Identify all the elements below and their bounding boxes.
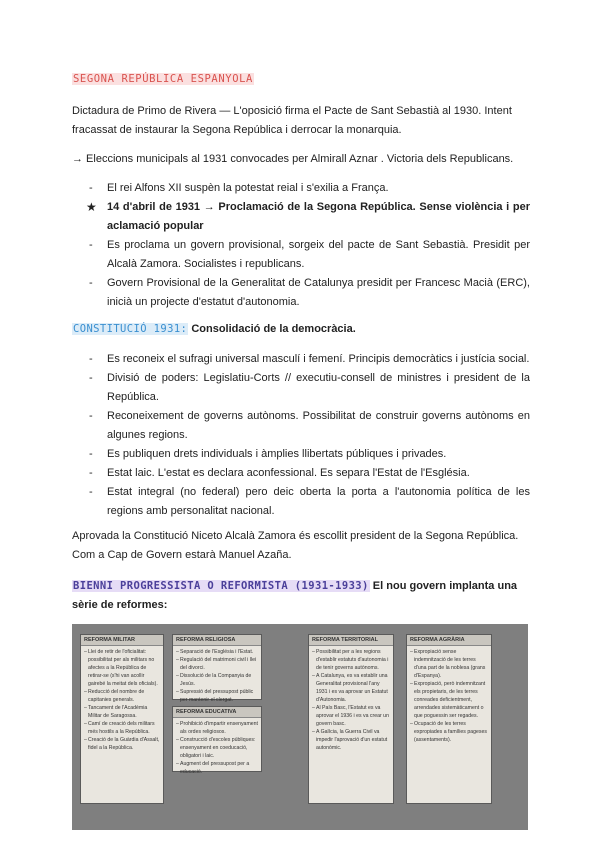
list-item: - Reconeixement de governs autònoms. Possibilitat de construir governs autònoms en algunes regions. [89,410,530,441]
elections-paragraph [72,150,530,169]
reform-column-military: REFORMA MILITAR – Llei de retir de l'oficialitat: possibilitat per als militars no afectes a la República de retirar-se (s'hi van acollir gairebé la meitat dels oficials). – Reducció del nombre de capitanies generals. – Tancament de l'Acadèmia Militar de Saragossa. – Camí de creació dels militars més hostils a la República. – Creació de la Guàrdia d'Assalt, fidel a la República. [80,634,164,804]
constitution-label: CONSTITUCIÓ 1931: [73,323,188,335]
approval-text: Aprovada la Constitució Niceto Alcalà Zamora és escollit president de la Segona República. Com a Cap de Govern estarà Manuel Azaña. [72,530,519,561]
bienni-title: El nou govern implanta una sèrie de reformes: [72,580,518,611]
constitution-heading [72,320,530,339]
dash-marker: - [89,182,93,194]
approval-paragraph [72,527,530,565]
list-item: - Divisió de poders: Legislatiu-Corts // executiu-consell de ministres i president de la República. [89,372,530,403]
constitution-title: Consolidació de la democràcia. [188,323,356,335]
reform-column-religious: REFORMA RELIGIOSA – Separació de l'Església i l'Estat. – Regulació del matrimoni civil i llei del divorci. – Dissolució de la Companyia de Jesús. – Supressió del pressupost públic per mantenir el clergat. [172,634,262,700]
dash-marker: - [89,239,93,251]
list-item: - Es proclama un govern provisional, sorgeix del pacte de Sant Sebastià. Presidit per Alcalà Zamora. Socialistes i republicans. [72,236,530,274]
reforms-table-photo [72,624,528,830]
bienni-label: BIENNI PROGRESSISTA O REFORMISTA (1931-1933) [73,580,369,592]
list-item: - Es reconeix el sufragi universal masculí i femení. Principis democràtics i justícia social. [89,353,530,365]
intro-paragraph [72,102,530,140]
dash-marker: - [89,277,93,289]
list-item: - Es publiquen drets individuals i àmplies llibertats públiques i privades. [89,448,447,460]
constitution-list-block [72,350,530,521]
bienni-heading [72,577,530,615]
reform-column-agrarian: REFORMA AGRÀRIA – Expropiació sense indemnització de les terres d'una part de la noblesa (grans d'Espanya). – Expropiació, però indemnitzant els propietaris, de les terres conreades deficientment, arrendades sistemàticament o que poguessin ser regades. – Ocupació de les terres expropiades a famílies pageses (assentaments). [406,634,492,804]
list-item: - Govern Provisional de la Generalitat de Catalunya presidit per Francesc Macià (ERC), inicià un projecte d'estatut d'autonomia. [72,274,530,312]
events-list-block [72,179,530,312]
list-item: - Estat integral (no federal) pero deic oberta la porta a l'autonomia política de les regions amb personalitat nacional. [89,486,530,517]
page-title: SEGONA REPÚBLICA ESPANYOLA [73,73,253,85]
intro-text: Dictadura de Primo de Rivera — L'oposició firma el Pacte de Sant Sebastià al 1930. Intent fracassat de instaurar la Segona República i derrocar la monarquia. [72,105,512,136]
list-item: - Estat laic. L'estat es declara aconfessional. Es separa l'Estat de l'Església. [89,467,470,479]
star-icon: ★ [86,200,97,214]
heading-block [72,70,530,89]
list-item: - El rei Alfons XII suspèn la potestat reial i s'exilia a França. [72,179,530,198]
constitution-list [72,350,530,521]
elections-text: → Eleccions municipals al 1931 convocades per Almirall Aznar . Victoria dels Republicans. [72,153,514,165]
reform-column-territorial: REFORMA TERRITORIAL – Possibilitat per a les regions d'establir estatuts d'autonomia i de tenir governs autònoms. – A Catalunya, es va establir una Generalitat provisional l'any 1931 i es va aprovar un Estatut d'Autonomia. – Al País Basc, l'Estatut es va aprovar el 1936 i es va crear un govern basc. – A Galícia, la Guerra Civil va impedir l'aprovació d'un estatut autonòmic. [308,634,394,804]
reform-column-education: REFORMA EDUCATIVA – Prohibició d'impartir ensenyament als ordes religiosos. – Construcció d'escoles públiques: ensenyament en coeducació, obligatori i laic. – Augment del pressupost per a educació. [172,706,262,772]
list-item-highlight: ★ 14 d'abril de 1931 → Proclamació de la Segona República. Sense violència i per aclamació popular [86,200,530,232]
events-list [72,179,530,312]
